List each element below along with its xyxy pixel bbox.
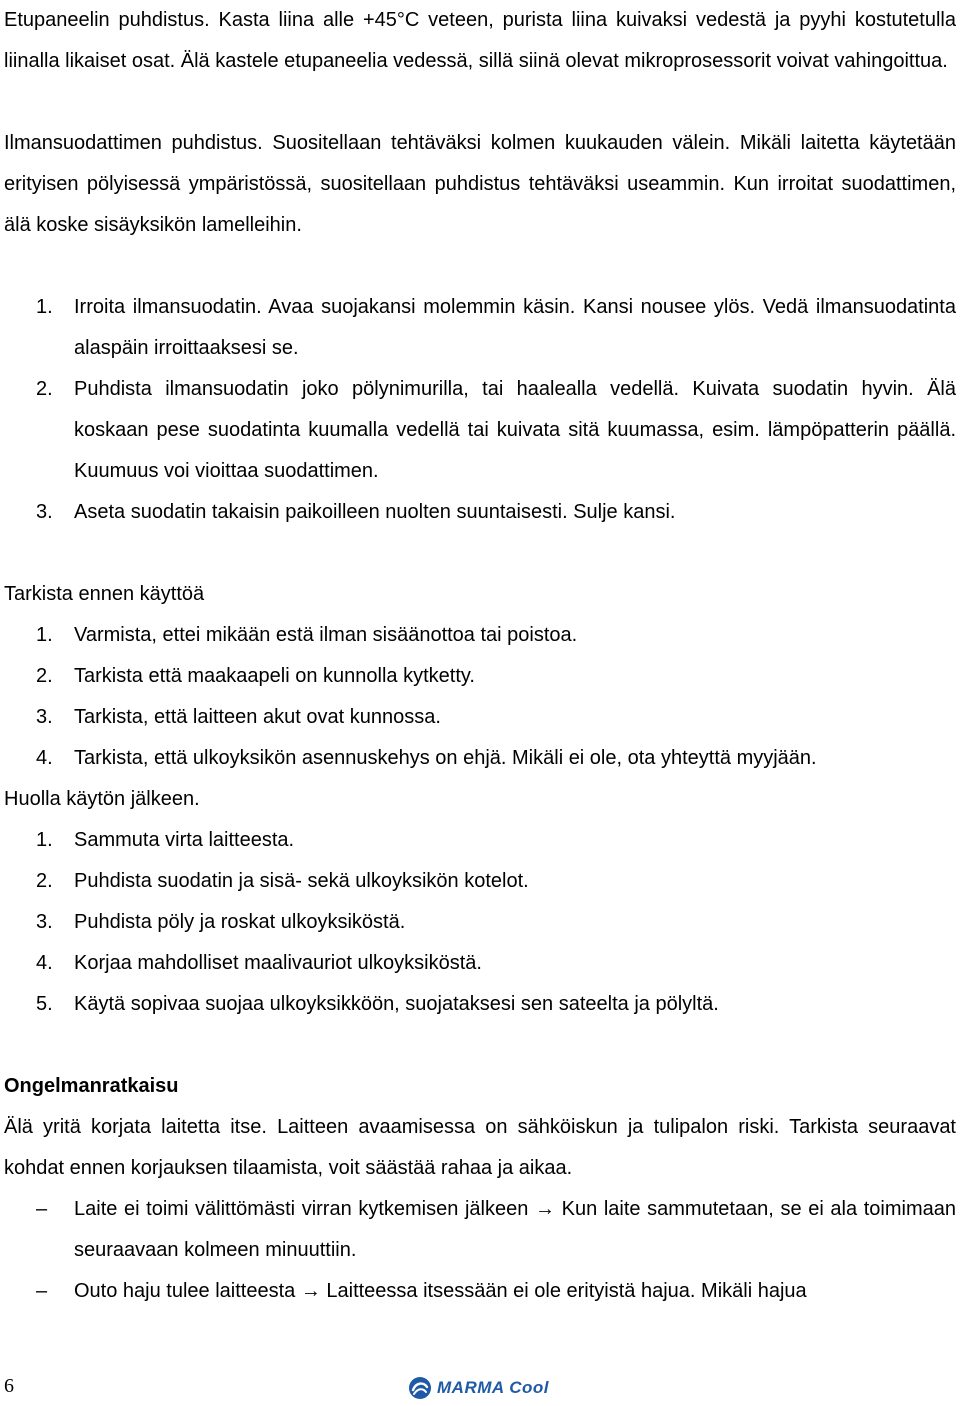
- list-number: 1.: [36, 829, 53, 851]
- dash-bullet: –: [36, 1198, 48, 1220]
- list-item: [4, 492, 956, 533]
- list-number: 1.: [36, 296, 53, 318]
- air-filter-paragraph: Ilmansuodattimen puhdistus. Suositellaan tehtäväksi kolmen kuukauden välein. Mikäli laitetta käytetään erityisen pölyisessä ympäristössä, suositellaan puhdistus tehtäväksi useammin. Kun irroitat suodattimen, älä koske sisäyksikön lamelleihin.: [4, 132, 956, 236]
- check-steps-list: [4, 615, 956, 779]
- list-item: [4, 738, 956, 779]
- after-use-steps-list: [4, 820, 956, 1025]
- list-text: Puhdista suodatin ja sisä- sekä ulkoyksikön kotelot.: [74, 870, 529, 892]
- list-text: Puhdista ilmansuodatin joko pölynimurilla, tai haalealla vedellä. Kuivata suodatin hyvin. Älä koskaan pese suodatinta kuumalla vedellä tai kuivata sitä kuumassa, esim. lämpöpatterin päällä. Kuumuus voi vioittaa suodattimen.: [74, 378, 956, 482]
- list-text: Aseta suodatin takaisin paikoilleen nuolten suuntaisesti. Sulje kansi.: [74, 501, 676, 523]
- list-text: Tarkista että maakaapeli on kunnolla kytketty.: [74, 665, 475, 687]
- list-number: 2.: [36, 870, 53, 892]
- list-text: Tarkista, että ulkoyksikön asennuskehys on ehjä. Mikäli ei ole, ota yhteyttä myyjään.: [74, 747, 817, 769]
- list-item: [4, 287, 956, 369]
- list-item: [4, 943, 956, 984]
- list-number: 2.: [36, 378, 53, 400]
- after-use-section-title: Huolla käytön jälkeen.: [4, 788, 200, 810]
- check-section-title: Tarkista ennen käyttöä: [4, 583, 205, 605]
- troubleshooting-title: Ongelmanratkaisu: [4, 1075, 179, 1097]
- list-item: [4, 1189, 956, 1271]
- list-number: 4.: [36, 747, 53, 769]
- spacer: [4, 1025, 956, 1066]
- list-text: Korjaa mahdolliset maalivauriot ulkoyksiköstä.: [74, 952, 482, 974]
- swirl-logo-icon: [408, 1376, 432, 1400]
- list-item: [4, 615, 956, 656]
- list-text: Varmista, ettei mikään estä ilman sisäänottoa tai poistoa.: [74, 624, 578, 646]
- spacer: [4, 82, 956, 123]
- list-item: [4, 656, 956, 697]
- spacer: [4, 246, 956, 287]
- list-item: [4, 984, 956, 1025]
- list-item: [4, 861, 956, 902]
- brand-logo: [408, 1374, 549, 1402]
- list-text: Puhdista pöly ja roskat ulkoyksiköstä.: [74, 911, 406, 933]
- list-number: 5.: [36, 993, 53, 1015]
- front-panel-paragraph: Etupaneelin puhdistus. Kasta liina alle +45°C veteen, purista liina kuivaksi vedestä ja pyyhi kostutetulla liinalla likaiset osat. Älä kastele etupaneelia vedessä, sillä siinä olevat mikroprosessorit voivat vahingoittua.: [4, 9, 956, 72]
- list-number: 3.: [36, 501, 53, 523]
- document-page: [4, 0, 956, 1312]
- list-number: 3.: [36, 706, 53, 728]
- list-text: Käytä sopivaa suojaa ulkoyksikköön, suojataksesi sen sateelta ja pölyltä.: [74, 993, 719, 1015]
- list-text: Irroita ilmansuodatin. Avaa suojakansi molemmin käsin. Kansi nousee ylös. Vedä ilmansuodatinta alaspäin irroittaaksesi se.: [74, 296, 956, 359]
- list-number: 3.: [36, 911, 53, 933]
- troubleshooting-list: [4, 1189, 956, 1312]
- list-number: 1.: [36, 624, 53, 646]
- list-number: 4.: [36, 952, 53, 974]
- troubleshooting-intro: Älä yritä korjata laitetta itse. Laitteen avaamisessa on sähköiskun ja tulipalon riski. Tarkista seuraavat kohdat ennen korjauksen tilaamista, voit säästää rahaa ja aikaa.: [4, 1116, 956, 1179]
- brand-name: MARMA Cool: [437, 1378, 550, 1397]
- list-text: Outo haju tulee laitteesta → Laitteessa itsessään ei ole erityistä hajua. Mikäli hajua: [74, 1280, 807, 1302]
- dash-bullet: –: [36, 1280, 48, 1302]
- list-item: [4, 369, 956, 492]
- list-item: [4, 1271, 956, 1312]
- list-text: Laite ei toimi välittömästi virran kytkemisen jälkeen → Kun laite sammutetaan, se ei ala toimimaan seuraavaan kolmeen minuuttiin.: [74, 1198, 956, 1261]
- list-number: 2.: [36, 665, 53, 687]
- page-number: 6: [4, 1375, 14, 1397]
- filter-steps-list: [4, 287, 956, 533]
- list-item: [4, 697, 956, 738]
- list-item: [4, 902, 956, 943]
- list-item: [4, 820, 956, 861]
- list-text: Tarkista, että laitteen akut ovat kunnossa.: [74, 706, 441, 728]
- list-text: Sammuta virta laitteesta.: [74, 829, 295, 851]
- spacer: [4, 533, 956, 574]
